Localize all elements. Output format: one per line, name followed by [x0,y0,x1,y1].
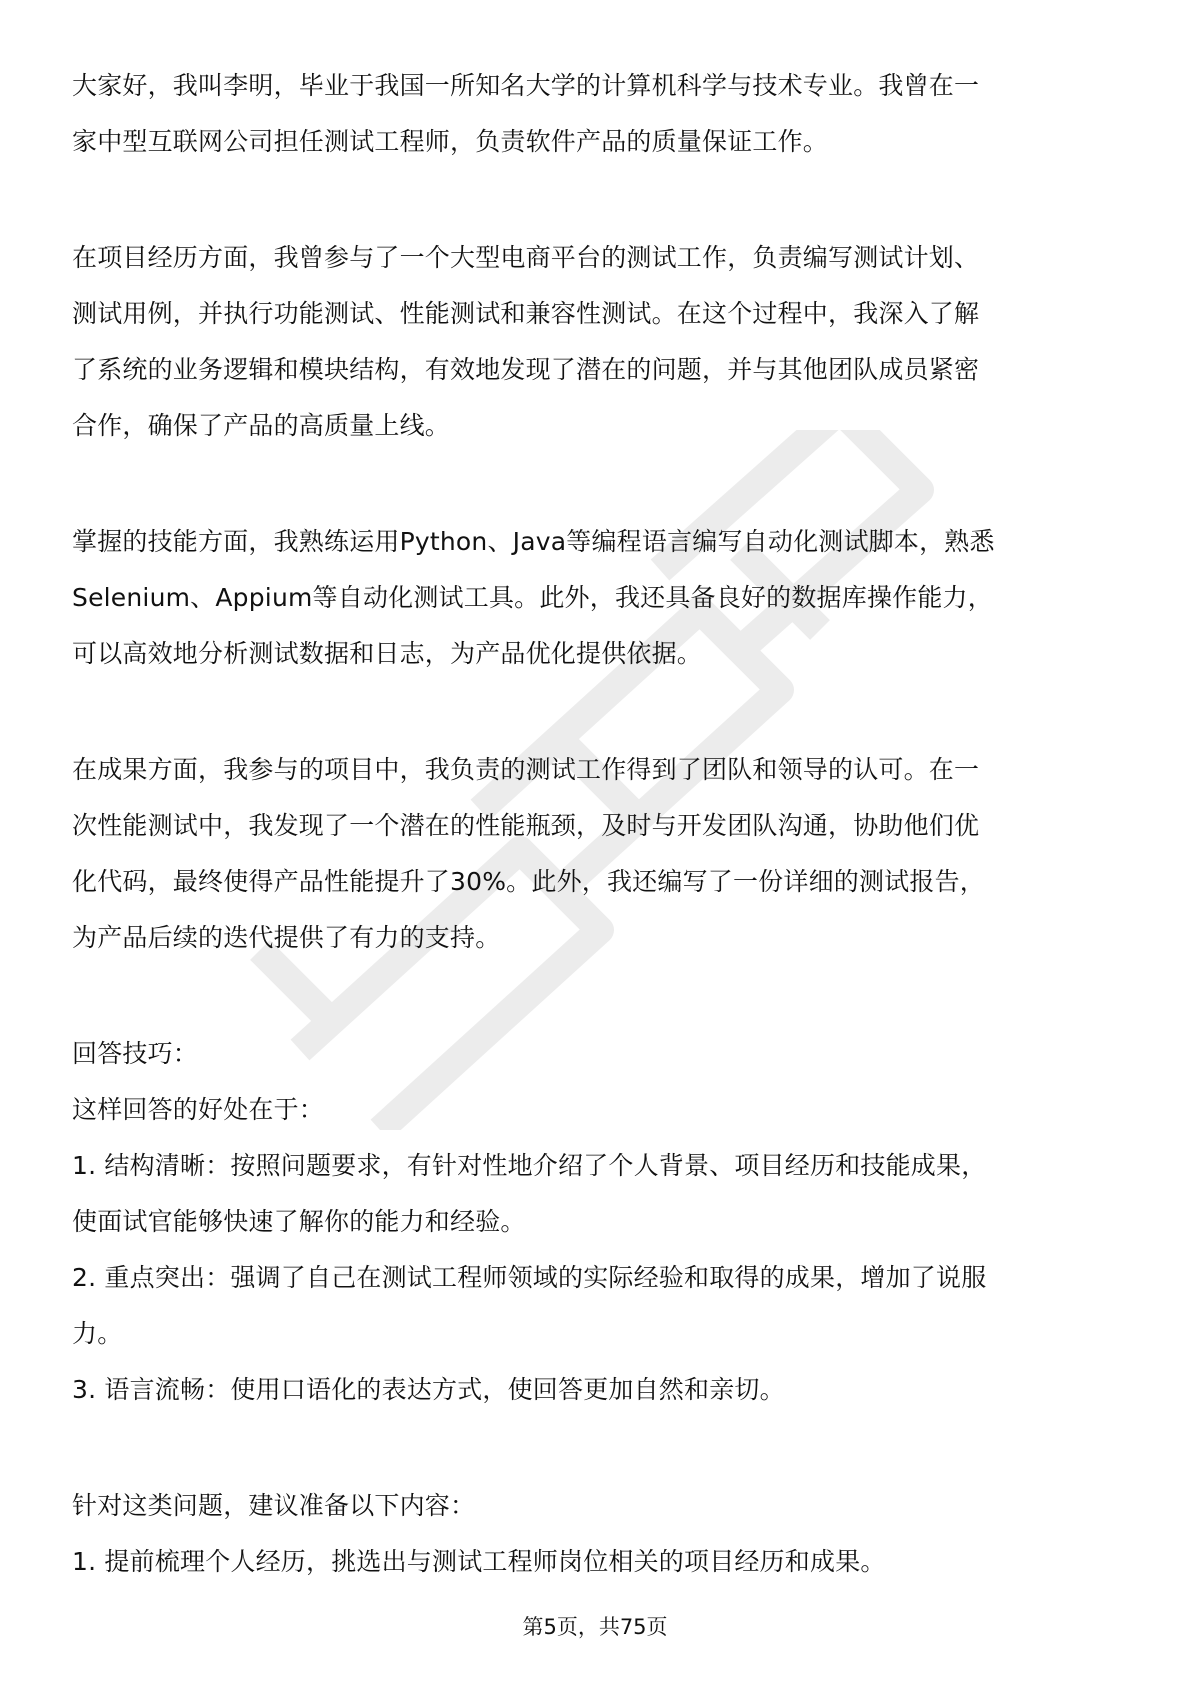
text-line: 3. 语言流畅：使用口语化的表达方式，使回答更加自然和亲切。 [72,1375,785,1404]
page-number: 第5页，共75页 [522,1615,668,1639]
text-line: 掌握的技能方面，我熟练运用Python、Java等编程语言编写自动化测试脚本，熟悉 [72,527,995,556]
text-line: 使面试官能够快速了解你的能力和经验。 [72,1207,526,1236]
text-line: 回答技巧： [72,1039,199,1068]
text-line: 合作，确保了产品的高质量上线。 [72,411,451,440]
text-line: 次性能测试中，我发现了一个潜在的性能瓶颈，及时与开发团队沟通，协助他们优 [72,811,980,840]
text-line: 在成果方面，我参与的项目中，我负责的测试工作得到了团队和领导的认可。在一 [72,755,980,784]
paragraph-project-experience [72,230,1122,454]
text-line: 这样回答的好处在于： [72,1095,325,1124]
text-line: 可以高效地分析测试数据和日志，为产品优化提供依据。 [72,639,703,668]
text-line: 2. 重点突出：强调了自己在测试工程师领域的实际经验和取得的成果，增加了说服 [72,1263,987,1292]
text-line: 化代码，最终使得产品性能提升了30%。此外，我还编写了一份详细的测试报告， [72,867,985,896]
text-line: 大家好，我叫李明，毕业于我国一所知名大学的计算机科学与技术专业。我曾在一 [72,71,980,100]
text-line: Selenium、Appium等自动化测试工具。此外，我还具备良好的数据库操作能力， [72,583,993,612]
text-line: 1. 结构清晰：按照问题要求，有针对性地介绍了个人背景、项目经历和技能成果， [72,1151,987,1180]
paragraph-skills [72,514,1122,682]
text-line: 针对这类问题，建议准备以下内容： [72,1491,476,1520]
text-line: 为产品后续的迭代提供了有力的支持。 [72,923,501,952]
text-line: 1. 提前梳理个人经历，挑选出与测试工程师岗位相关的项目经历和成果。 [72,1547,886,1576]
paragraph-preparation [72,1478,1122,1590]
paragraph-answer-tips [72,1026,1122,1418]
document-body [72,58,1122,1590]
text-line: 力。 [72,1319,123,1348]
paragraph-intro [72,58,1122,170]
text-line: 家中型互联网公司担任测试工程师，负责软件产品的质量保证工作。 [72,127,829,156]
text-line: 测试用例，并执行功能测试、性能测试和兼容性测试。在这个过程中，我深入了解 [72,299,980,328]
text-line: 了系统的业务逻辑和模块结构，有效地发现了潜在的问题，并与其他团队成员紧密 [72,355,980,384]
paragraph-achievements [72,742,1122,966]
text-line: 在项目经历方面，我曾参与了一个大型电商平台的测试工作，负责编写测试计划、 [72,243,980,272]
